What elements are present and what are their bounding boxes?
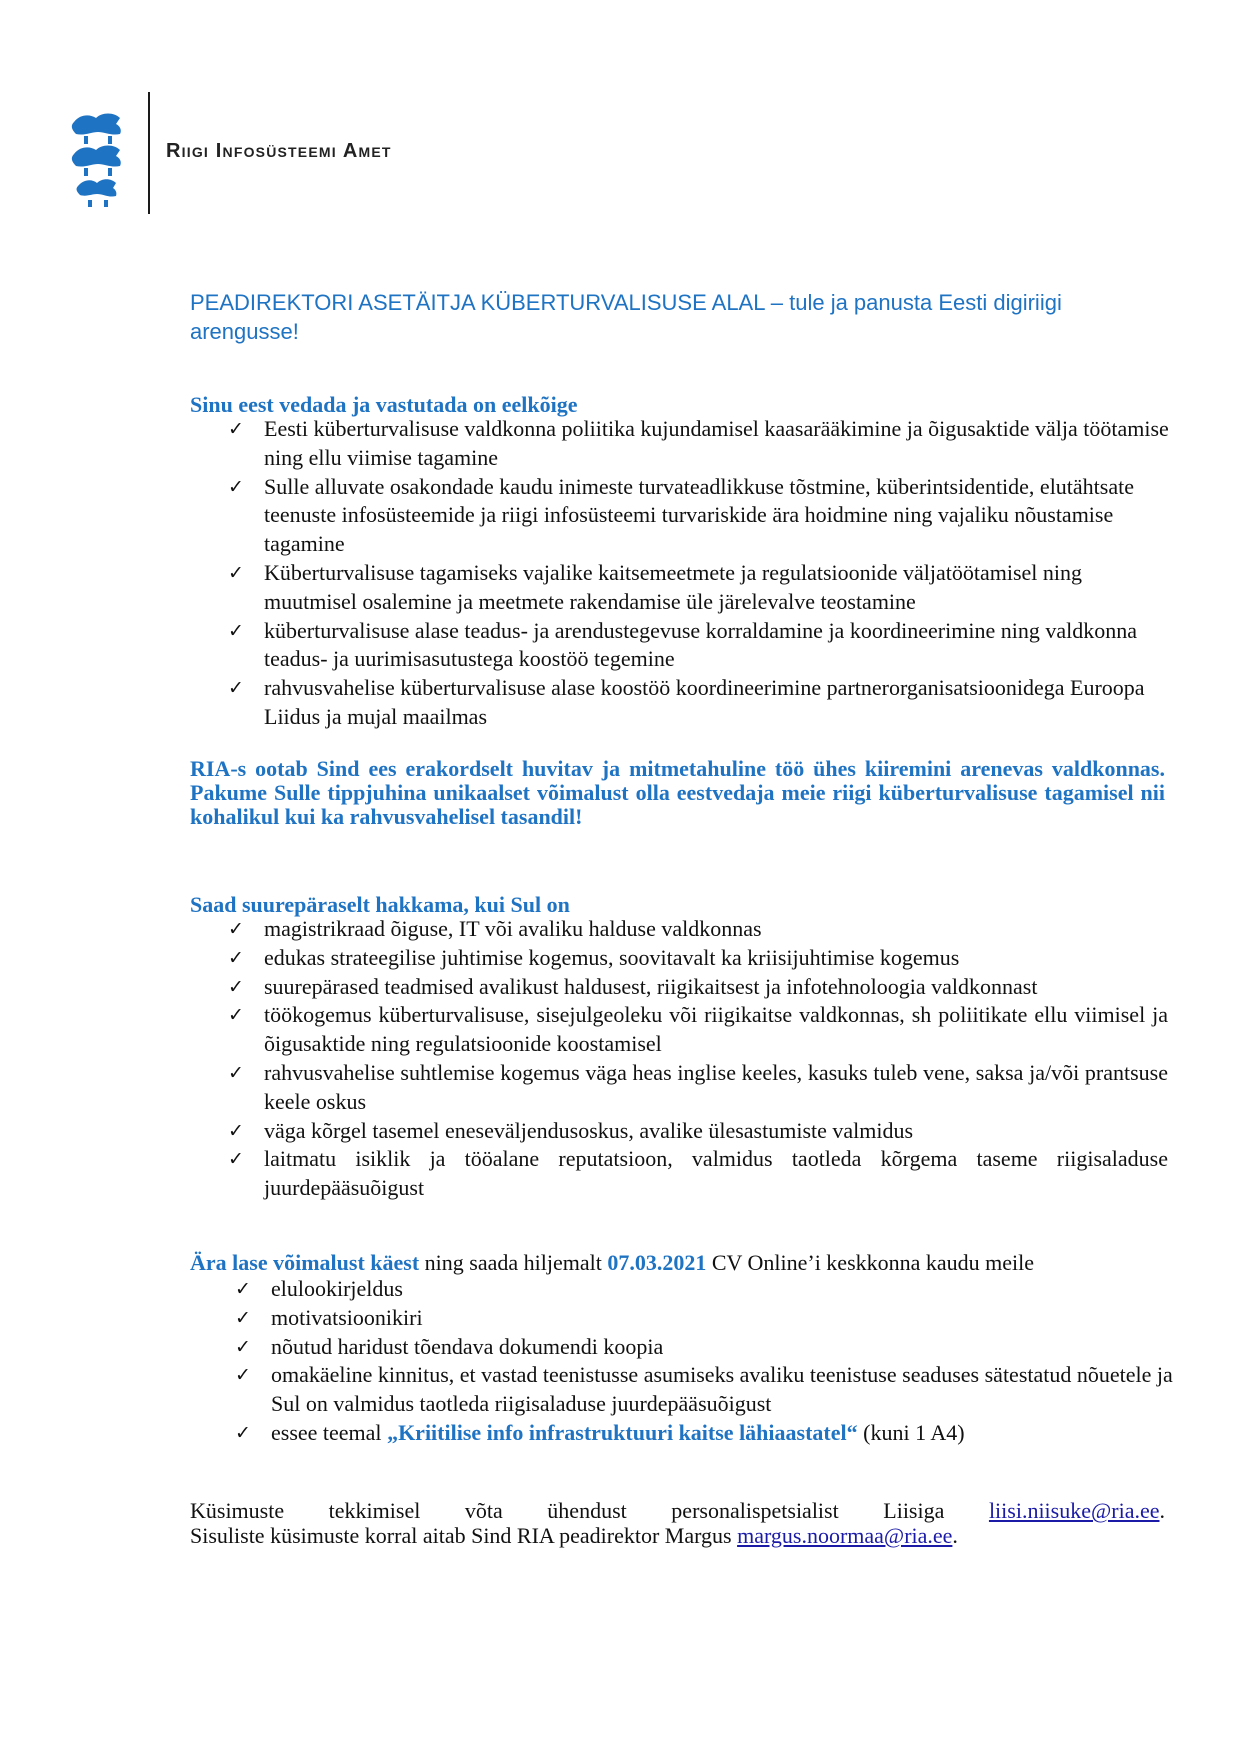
list-item: ✓ rahvusvahelise suhtlemise kogemus väga heas inglise keeles, kasuks tuleb vene, saksa ja/või prantsuse keele oskus <box>228 1059 1168 1114</box>
list-item: ✓ suurepärased teadmised avalikust haldusest, riigikaitsest ja infotehnoloogia valdkonnast <box>228 973 1168 1002</box>
checkmark-icon: ✓ <box>235 1306 251 1329</box>
checkmark-icon: ✓ <box>228 561 244 584</box>
checkmark-icon: ✓ <box>228 619 244 642</box>
list-item: ✓ motivatsioonikiri <box>235 1304 1195 1333</box>
checkmark-icon: ✓ <box>228 1148 244 1171</box>
list-item: ✓ Sulle alluvate osakondade kaudu inimeste turvateadlikkuse tõstmine, küberintsidentide, elutähtsate teenuste infosüsteemide ja riigi infosüsteemi turvariskide ära hoidmine ning vajaliku nõustamise tagamine <box>228 473 1134 557</box>
page-title: PEADIREKTORI ASETÄITJA KÜBERTURVALISUSE ALAL – tule ja panusta Eesti digiriigi arengusse! <box>190 290 1062 344</box>
organization-name: Riigi Infosüsteemi Amet <box>166 140 392 162</box>
list-item: ✓ magistrikraad õiguse, IT või avaliku halduse valdkonnas <box>228 915 1168 944</box>
list-item: ✓ küberturvalisuse alase teadus- ja arendustegevuse korraldamine ja koordineerimine ning valdkonna teadus- ja uurimisasutustega koostöö tegemine <box>228 617 1137 672</box>
checkmark-icon: ✓ <box>228 946 244 969</box>
deadline-date: 07.03.2021 <box>607 1250 707 1275</box>
list-item: ✓ töökogemus küberturvalisuse, sisejulgeoleku või riigikaitse valdkonnas, sh poliitikate ellu viimisel ja õigusaktide ning regulatsioonide koostamisel <box>228 1002 1168 1057</box>
list-item: ✓ nõutud haridust tõendava dokumendi koopia <box>235 1333 1195 1362</box>
list-item: ✓ laitmatu isiklik ja tööalane reputatsioon, valmidus taotleda kõrgema taseme riigisaladuse juurdepääsuõigust <box>228 1146 1168 1201</box>
checkmark-icon: ✓ <box>228 418 244 440</box>
requirements-list <box>228 915 1168 1203</box>
hr-email-link[interactable]: liisi.niisuke@ria.ee <box>988 1498 1160 1523</box>
checkmark-icon: ✓ <box>228 975 244 998</box>
checkmark-icon: ✓ <box>235 1278 251 1300</box>
list-item: ✓ elulookirjeldus <box>235 1275 1195 1304</box>
checkmark-icon: ✓ <box>228 1119 244 1142</box>
essay-topic: „Kriitilise info infrastruktuuri kaitse lähiaastatel“ <box>387 1419 858 1445</box>
contact-line-hr: Küsimuste tekkimisel võta ühendust personalispetsialist Liisiga liisi.niisuke@ria.ee. <box>190 1498 1165 1523</box>
checkmark-icon: ✓ <box>235 1364 251 1387</box>
list-item: ✓ omakäeline kinnitus, et vastad teenistusse asumiseks avaliku teenistuse seaduses sätestatud nõuetele ja Sul on valmidus taotleda riigisaladuse juurdepääsuõigust <box>235 1362 1173 1417</box>
list-item: ✓ rahvusvahelise küberturvalisuse alase koostöö koordineerimine partnerorganisatsioonidega Euroopa Liidus ja mujal maailmas <box>228 675 1145 729</box>
contact-line-director: Sisuliste küsimuste korral aitab Sind RIA peadirektor Margus margus.noormaa@ria.ee. <box>190 1523 958 1548</box>
checkmark-icon: ✓ <box>228 475 244 498</box>
list-item: ✓ Eesti küberturvalisuse valdkonna poliitika kujundamisel kaasarääkimine ja õigusaktide välja töötamise ning ellu viimise tagamine <box>228 416 1169 470</box>
list-item: ✓ väga kõrgel tasemel eneseväljendusoskus, avalike ülesastumiste valmidus <box>228 1117 1168 1146</box>
checkmark-icon: ✓ <box>228 1061 244 1084</box>
documents-list <box>235 1275 1195 1448</box>
responsibilities-list <box>228 415 1178 732</box>
checkmark-icon: ✓ <box>235 1421 251 1444</box>
three-lions-coat-of-arms-icon <box>64 108 134 218</box>
responsibilities-heading: Sinu eest vedada ja vastutada on eelkõige <box>190 392 578 417</box>
header-divider <box>148 92 150 214</box>
list-item: ✓ edukas strateegilise juhtimise kogemus, soovitavalt ka kriisijuhtimise kogemus <box>228 944 1168 973</box>
checkmark-icon: ✓ <box>228 918 244 940</box>
list-item: ✓ essee teemal „Kriitilise info infrastruktuuri kaitse lähiaastatel“ (kuni 1 A4) <box>235 1419 1195 1448</box>
cta-lead: Ära lase võimalust käest <box>190 1250 420 1275</box>
list-item: ✓ Küberturvalisuse tagamiseks vajalike kaitsemeetmete ja regulatsioonide väljatöötamisel ning muutmisel osalemine ja meetmete rakendamise üle järelevalve teostamine <box>228 559 1083 614</box>
highlight-paragraph: RIA-s ootab Sind ees erakordselt huvitav ja mitmetahuline töö ühes kiiremini arenevas valdkonnas. Pakume Sulle tippjuhina unikaalset võimalust olla eestvedaja meie riigi küberturvalisuse tagamisel nii kohalikul kui ka rahvusvahelisel tasandil! <box>190 756 1165 829</box>
contact-info <box>190 1498 1165 1548</box>
checkmark-icon: ✓ <box>228 677 244 700</box>
checkmark-icon: ✓ <box>228 1004 244 1027</box>
application-instructions: Ära lase võimalust käest ning saada hiljemalt 07.03.2021 CV Online’i keskkonna kaudu meile <box>190 1250 1035 1275</box>
requirements-heading: Saad suurepäraselt hakkama, kui Sul on <box>190 892 570 917</box>
director-email-link[interactable]: margus.noormaa@ria.ee <box>737 1523 953 1548</box>
checkmark-icon: ✓ <box>235 1335 251 1358</box>
